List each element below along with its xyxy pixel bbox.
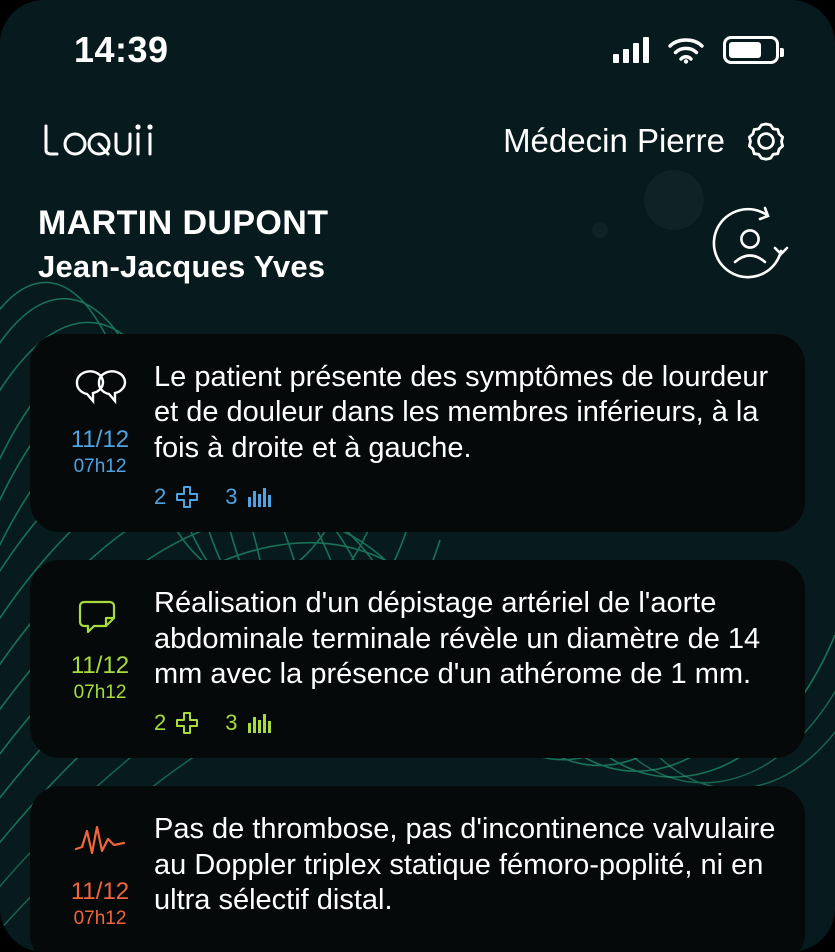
wifi-icon [667, 36, 705, 64]
list-item[interactable] [30, 560, 805, 758]
card-meta-column [52, 584, 148, 736]
medical-cross-icon [175, 711, 199, 735]
chart-count[interactable] [225, 710, 272, 736]
chart-count-value: 3 [225, 710, 238, 736]
brand-row [0, 100, 835, 164]
loquii-logo [42, 120, 160, 162]
status-bar-clock: 14:39 [74, 29, 169, 70]
note-cards-list [0, 334, 835, 952]
card-time: 07h12 [73, 682, 127, 704]
status-bar-icons [613, 36, 779, 64]
card-meta-row [154, 484, 779, 510]
chart-count-value: 3 [225, 484, 238, 510]
medical-count[interactable] [154, 710, 199, 736]
card-body [154, 810, 779, 942]
chart-count[interactable] [225, 484, 272, 510]
card-text: Le patient présente des symptômes de lourdeur et de douleur dans les membres inférieurs, à la fois à droite et à gauche. [154, 361, 769, 464]
gear-icon[interactable] [743, 118, 789, 164]
card-text: Pas de thrombose, pas d'incontinence valvulaire au Doppler triplex statique fémoro-poplité, ni en ultra sélectif distal. [154, 813, 776, 916]
doctor-name: Médecin Pierre [503, 122, 725, 159]
medical-cross-icon [175, 485, 199, 509]
doctor-area[interactable] [503, 118, 789, 164]
card-body [154, 358, 779, 510]
card-date: 11/12 [70, 652, 130, 680]
card-meta-column [52, 810, 148, 942]
medical-count[interactable] [154, 484, 199, 510]
card-meta-column [52, 358, 148, 510]
battery-icon [723, 36, 779, 64]
card-time: 07h12 [73, 456, 127, 477]
medical-count-value: 2 [154, 710, 167, 736]
list-item[interactable] [30, 786, 805, 952]
card-date: 11/12 [70, 426, 130, 453]
status-bar [0, 0, 835, 100]
waveform-icon [74, 814, 126, 868]
patient-names [38, 204, 328, 285]
bar-chart-icon [247, 711, 273, 735]
patient-header [0, 164, 835, 290]
list-item[interactable] [30, 334, 805, 532]
user-rotate-icon[interactable] [707, 204, 793, 290]
speech-bubbles-icon [73, 362, 127, 416]
card-date: 11/12 [70, 878, 130, 906]
signal-bars-icon [613, 37, 649, 63]
medical-count-value: 2 [154, 484, 167, 510]
card-meta-row [154, 710, 779, 736]
note-bubble-icon [78, 588, 122, 642]
loquii-logo-icon [42, 120, 160, 162]
patient-first-name: Jean-Jacques Yves [38, 249, 326, 284]
card-body [154, 584, 779, 736]
bar-chart-icon [247, 485, 273, 509]
card-text: Réalisation d'un dépistage artériel de l'aorte abdominale terminale révèle un diamètre de 14 mm avec la présence d'un athérome de 1 mm. [154, 587, 761, 690]
card-time: 07h12 [73, 908, 127, 930]
patient-last-name: MARTIN DUPONT [38, 204, 329, 242]
